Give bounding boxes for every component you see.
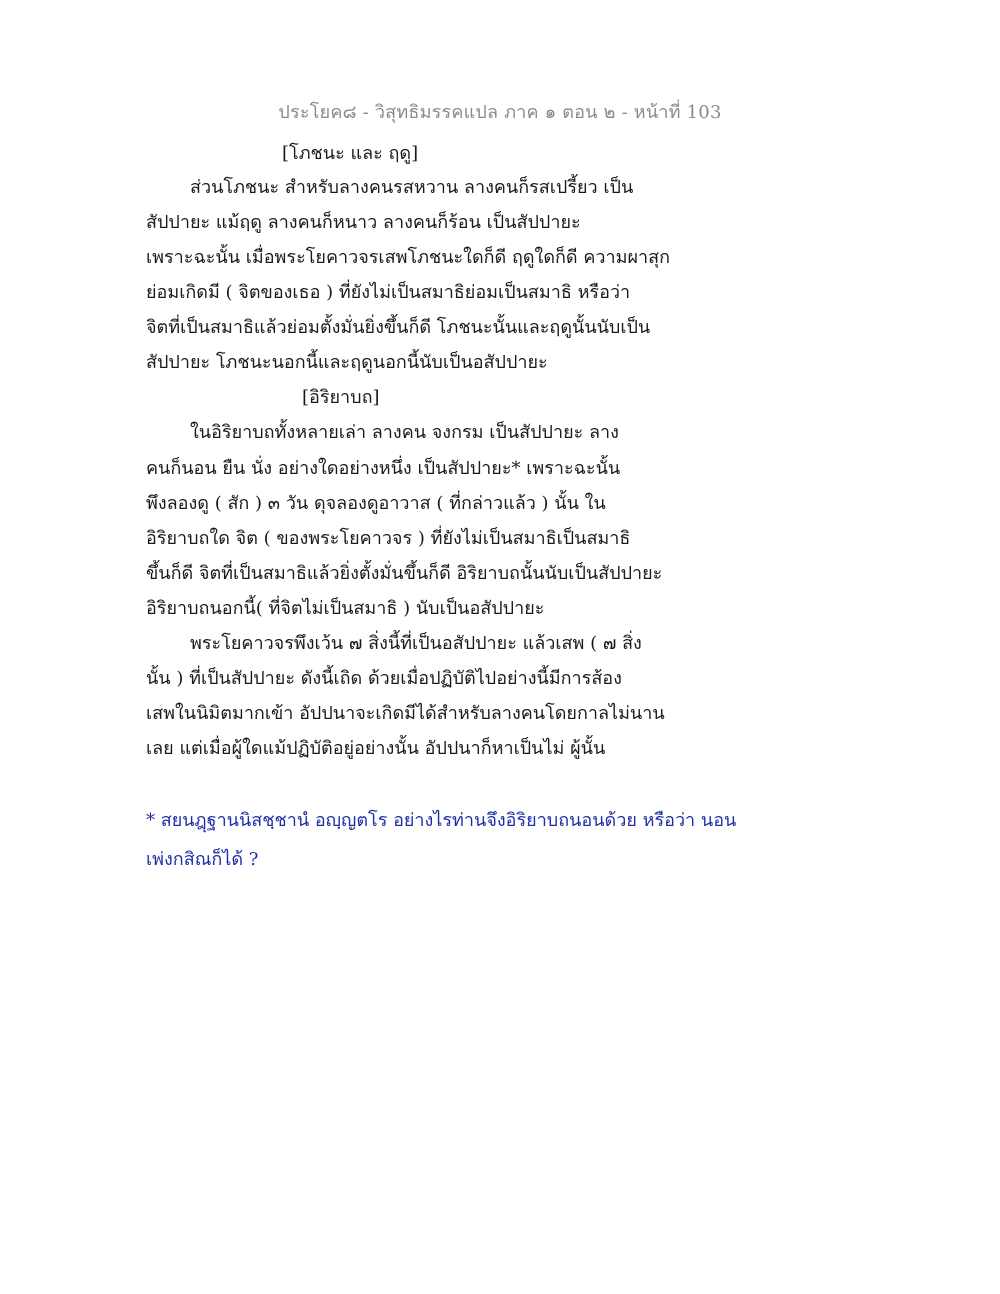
section-heading-food-season: [โภชนะ และ ฤดู] xyxy=(282,143,419,164)
paragraph-line: ในอิริยาบถทั้งหลายเล่า ลางคน จงกรม เป็นสัปปายะ ลาง xyxy=(190,422,619,443)
paragraph-line: จิตที่เป็นสมาธิแล้วย่อมตั้งมั่นยิ่งขึ้นก็ดี โภชนะนั้นและฤดูนั้นนับเป็น xyxy=(146,317,651,338)
footnote-line: * สยนฎฺฐานนิสชฺชานํ อญฺญตโร อย่างไรท่านจึงอิริยาบถนอนด้วย หรือว่า นอน xyxy=(146,810,737,831)
paragraph-line: เพราะฉะนั้น เมื่อพระโยคาวจรเสพโภชนะใดก็ดี ฤดูใดก็ดี ความผาสุก xyxy=(146,247,670,268)
section-heading-posture: [อิริยาบถ] xyxy=(302,387,380,408)
page-header: ประโยค๘ - วิสุทธิมรรคแปล ภาค ๑ ตอน ๒ - หน้าที่ 103 xyxy=(278,102,722,123)
paragraph-line: พระโยคาวจรพึงเว้น ๗ สิ่งนี้ที่เป็นอสัปปายะ แล้วเสพ ( ๗ สิ่ง xyxy=(190,633,642,654)
paragraph-line: อิริยาบถใด จิต ( ของพระโยคาวจร ) ที่ยังไม่เป็นสมาธิเป็นสมาธิ xyxy=(146,528,631,549)
footnote-line: เพ่งกสิณก็ได้ ? xyxy=(146,849,259,870)
paragraph-line: พึงลองดู ( สัก ) ๓ วัน ดุจลองดูอาวาส ( ที่กล่าวแล้ว ) นั้น ใน xyxy=(146,493,606,514)
paragraph-line: ส่วนโภชนะ สำหรับลางคนรสหวาน ลางคนก็รสเปรี้ยว เป็น xyxy=(190,177,634,198)
paragraph-line: เลย แต่เมื่อผู้ใดแม้ปฏิบัติอยู่อย่างนั้น อัปปนาก็หาเป็นไม่ ผู้นั้น xyxy=(146,738,606,759)
paragraph-line: สัปปายะ แม้ฤดู ลางคนก็หนาว ลางคนก็ร้อน เป็นสัปปายะ xyxy=(146,212,581,233)
paragraph-line: คนก็นอน ยืน นั่ง อย่างใดอย่างหนึ่ง เป็นสัปปายะ* เพราะฉะนั้น xyxy=(146,458,621,479)
paragraph-line: ย่อมเกิดมี ( จิตของเธอ ) ที่ยังไม่เป็นสมาธิย่อมเป็นสมาธิ หรือว่า xyxy=(146,282,631,303)
paragraph-line: อิริยาบถนอกนี้( ที่จิตไม่เป็นสมาธิ ) นับเป็นอสัปปายะ xyxy=(146,598,545,619)
paragraph-line: สัปปายะ โภชนะนอกนี้และฤดูนอกนี้นับเป็นอสัปปายะ xyxy=(146,352,548,373)
paragraph-line: นั้น ) ที่เป็นสัปปายะ ดังนี้เถิด ด้วยเมื่อปฏิบัติไปอย่างนี้มีการส้อง xyxy=(146,668,622,689)
paragraph-line: ขึ้นก็ดี จิตที่เป็นสมาธิแล้วยิ่งตั้งมั่นขึ้นก็ดี อิริยาบถนั้นนับเป็นสัปปายะ xyxy=(146,563,663,584)
paragraph-line: เสพในนิมิตมากเข้า อัปปนาจะเกิดมีได้สำหรับลางคนโดยกาลไม่นาน xyxy=(146,703,665,724)
